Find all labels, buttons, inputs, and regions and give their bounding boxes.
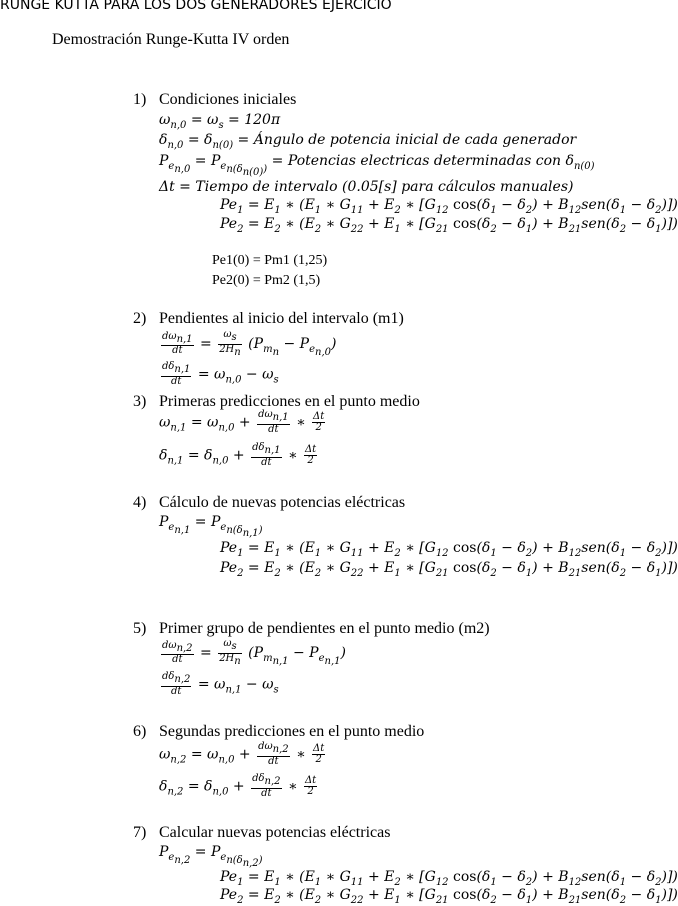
eq-power-initial: $P_{e_{n,0}} = P_{e_{n(\delta_{n(0)})}}$ = Potencias electricas determinadas con $\delta_{n(0)}$ (159, 153, 595, 178)
eq-pe2-b: $Pe_2 = E_2$ ∗ ($E_2$ ∗ $G_{22} + E_1$ ∗ [$G_{21}$ $\cos(\delta_2 - \delta_1) + B_{21}sen(\delta_2 - \delta_1)$]) (220, 560, 678, 579)
eq-dt: Δt = Tiempo de intervalo (0.05[s] para cálculos manuales) (159, 179, 574, 195)
section-5-number: 5) (133, 620, 147, 637)
section-6-number: 6) (133, 723, 147, 740)
section-4-number: 4) (133, 494, 147, 511)
pe2-initial-value: Pe2(0) = Pm2 (1,5) (212, 273, 321, 288)
eq-omega-n2: $\omega_{n,2} = \omega_{n,0}$ + $\frac{d\omega_{n,2}}{dt}$ ∗ $\frac{\Delta t}{2}$ (159, 741, 325, 767)
eq-power-n1: $P_{e_{n,1}} = P_{e_{n(\delta_{n,1})}}$ (159, 514, 263, 539)
eq-delta-initial-text: Ángulo de potencia inicial de cada generador (253, 132, 577, 148)
document-subtitle: Demostración Runge-Kutta IV orden (52, 31, 290, 48)
eq-delta-n2: $\delta_{n,2} = \delta_{n,0}$ + $\frac{d\delta_{n,2}}{dt}$ ∗ $\frac{\Delta t}{2}$ (159, 773, 317, 799)
eq-delta-n1: $\delta_{n,1} = \delta_{n,0}$ + $\frac{d\delta_{n,1}}{dt}$ ∗ $\frac{\Delta t}{2}$ (159, 442, 317, 468)
eq-ddelta-m2: $\frac{d\delta_{n,2}}{dt}$ = $\omega_{n,1} - \omega_s$ (162, 671, 279, 697)
section-1-heading: Condiciones iniciales (159, 91, 297, 108)
section-7-heading: Calcular nuevas potencias eléctricas (159, 824, 391, 841)
section-2-heading: Pendientes al inicio del intervalo (m1) (159, 310, 404, 327)
eq-domega-m1: $\frac{d\omega_{n,1}}{dt}$ = $\frac{\omega_s}{2H_n}$ $(P_{m_n} - P_{e_{n,0}})$ (162, 329, 337, 358)
eq-dt-text: Tiempo de intervalo (0.05[s] para cálculos manuales) (195, 179, 574, 195)
section-1-number: 1) (133, 91, 147, 108)
section-2-number: 2) (133, 310, 147, 327)
section-4-heading: Cálculo de nuevas potencias eléctricas (159, 494, 406, 511)
eq-pe1-c: $Pe_1 = E_1$ ∗ ($E_1$ ∗ $G_{11} + E_2$ ∗ [$G_{12}$ $\cos(\delta_1 - \delta_2) + B_{12}sen(\delta_1 - \delta_2)$]) (220, 869, 678, 888)
eq-domega-m2: $\frac{d\omega_{n,2}}{dt}$ = $\frac{\omega_s}{2H_n}$ $(P_{m_{n,1}} - P_{e_{n,1}})$ (162, 638, 346, 667)
eq-power-initial-text: Potencias electricas determinadas con (287, 153, 562, 169)
eq-pe1-b: $Pe_1 = E_1$ ∗ ($E_1$ ∗ $G_{11} + E_2$ ∗ [$G_{12}$ $\cos(\delta_1 - \delta_2) + B_{12}sen(\delta_1 - \delta_2)$]) (220, 540, 678, 559)
section-5-heading: Primer grupo de pendientes en el punto medio (m2) (159, 620, 490, 637)
section-7-number: 7) (133, 824, 147, 841)
section-3-number: 3) (133, 393, 147, 410)
eq-omega-n1: $\omega_{n,1} = \omega_{n,0}$ + $\frac{d\omega_{n,1}}{dt}$ ∗ $\frac{\Delta t}{2}$ (159, 409, 325, 435)
eq-omega-initial: $\omega_{n,0} = \omega_s = 120\pi$ (159, 112, 281, 131)
eq-power-n2: $P_{e_{n,2}} = P_{e_{n(\delta_{n,2})}}$ (159, 844, 263, 869)
eq-pe2-a: $Pe_2 = E_2$ ∗ ($E_2$ ∗ $G_{22} + E_1$ ∗ [$G_{21}$ $\cos(\delta_2 - \delta_1) + B_{21}sen(\delta_2 - \delta_1)$]) (220, 216, 678, 235)
document-title: RUNGE KUTTA PARA LOS DOS GENERADORES EJERCICIO (0, 0, 392, 13)
eq-pe2-c: $Pe_2 = E_2$ ∗ ($E_2$ ∗ $G_{22} + E_1$ ∗ [$G_{21}$ $\cos(\delta_2 - \delta_1) + B_{21}sen(\delta_2 - \delta_1)$]) (220, 887, 678, 906)
eq-delta-initial: $\delta_{n,0} = \delta_{n(0)}$ = Ángulo de potencia inicial de cada generador (159, 132, 577, 151)
eq-pe1-a: $Pe_1 = E_1$ ∗ ($E_1$ ∗ $G_{11} + E_2$ ∗ [$G_{12}$ $\cos(\delta_1 - \delta_2) + B_{12}sen(\delta_1 - \delta_2)$]) (220, 197, 678, 216)
section-6-heading: Segundas predicciones en el punto medio (159, 723, 425, 740)
section-3-heading: Primeras predicciones en el punto medio (159, 393, 420, 410)
eq-ddelta-m1: $\frac{d\delta_{n,1}}{dt}$ = $\omega_{n,0} - \omega_s$ (162, 361, 279, 387)
pe1-initial-value: Pe1(0) = Pm1 (1,25) (212, 253, 328, 268)
